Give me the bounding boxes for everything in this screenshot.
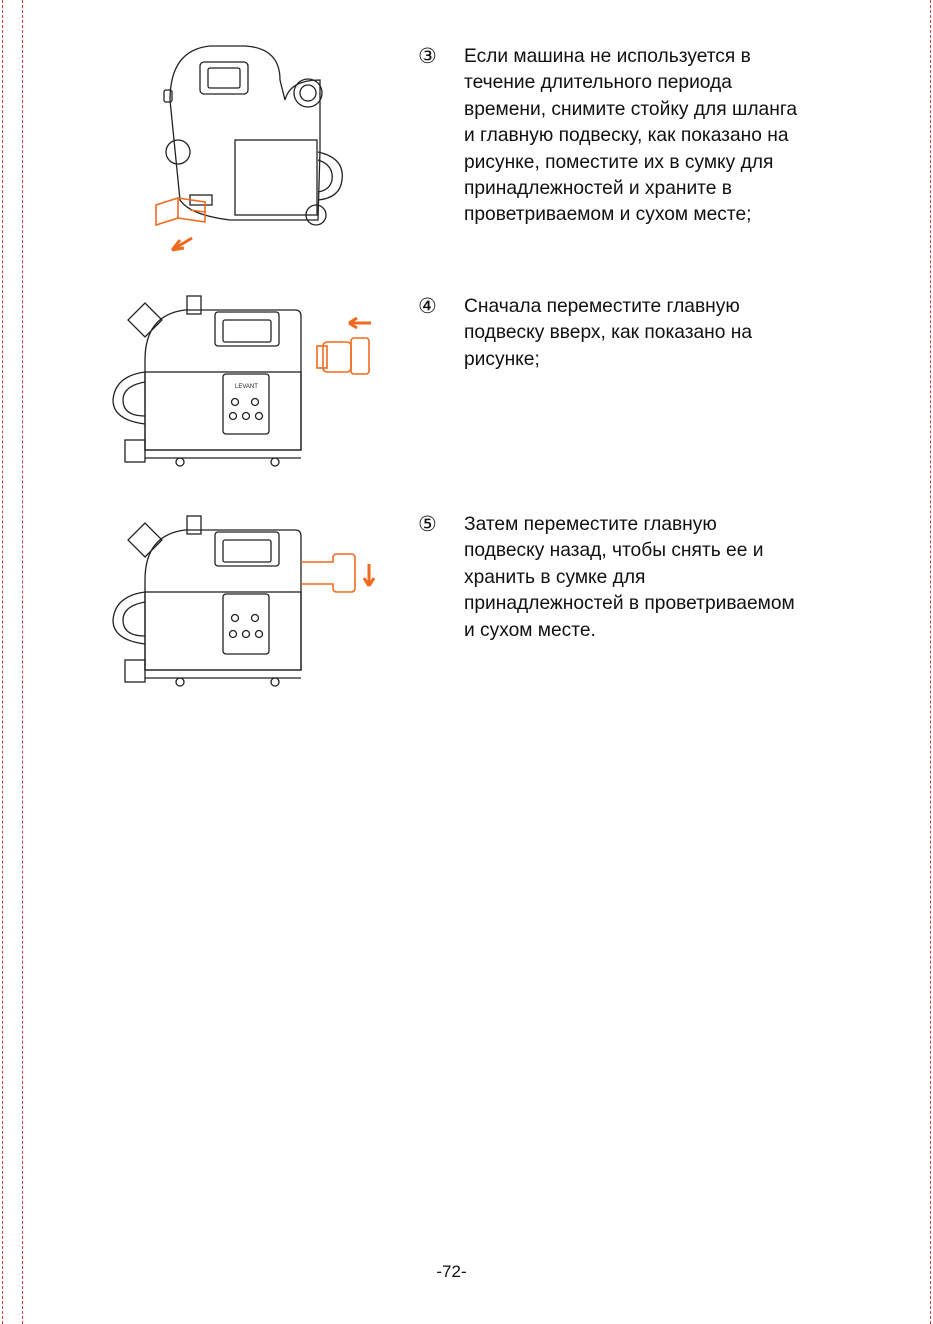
brand-label: LEVANT xyxy=(235,384,258,390)
cut-line-inner xyxy=(22,0,23,1324)
arrow-left-icon xyxy=(349,318,371,328)
arrow-down-icon xyxy=(364,564,374,586)
figure-move-hanger-back xyxy=(105,510,385,690)
hose-rack-part xyxy=(156,198,205,225)
main-hanger-part xyxy=(317,338,369,374)
step-text: Если машина не используется в течение длительного периода времени, снимите стойку для шланга и главную подвеску, как показано на рисунке, поместите их в сумку для принадлежностей и храните в проветриваемом и сухом месте; xyxy=(464,46,798,226)
cut-line-right xyxy=(930,0,931,1324)
step-3 xyxy=(418,44,858,229)
page-number: -72- xyxy=(436,1262,467,1281)
step-5 xyxy=(418,512,858,644)
step-number: ③ xyxy=(418,45,437,68)
main-hanger-part xyxy=(301,554,355,592)
arrow-down-left-icon xyxy=(172,238,192,250)
step-4 xyxy=(418,294,858,373)
step-text: Затем переместите главную подвеску назад, чтобы снять ее и хранить в сумке для принадлежностей в проветриваемом и сухом месте. xyxy=(464,514,795,641)
figure-move-hanger-up xyxy=(105,290,385,475)
figure-hose-rack-removal xyxy=(150,40,350,255)
step-number: ⑤ xyxy=(418,513,437,536)
step-number: ④ xyxy=(418,295,437,318)
step-text: Сначала переместите главную подвеску вверх, как показано на рисунке; xyxy=(464,296,753,370)
cut-line-left xyxy=(2,0,3,1324)
